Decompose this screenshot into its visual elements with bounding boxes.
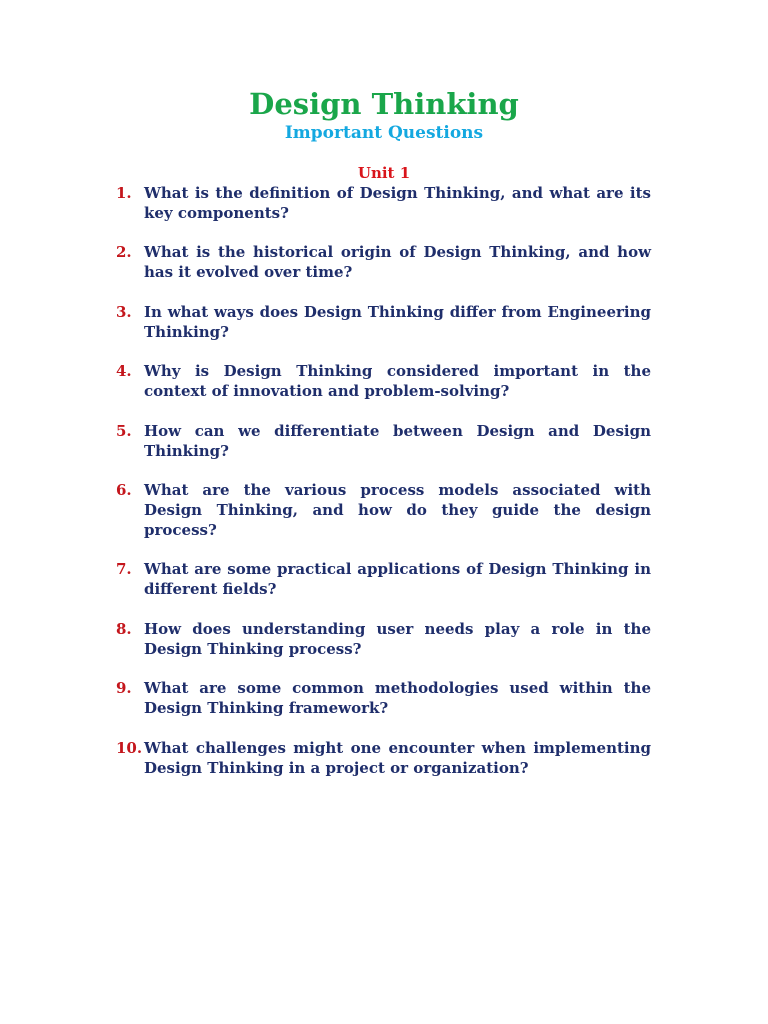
question-text: Why is Design Thinking considered important in the context of innovation and problem-solving? (144, 362, 651, 401)
question-number: 8. (116, 619, 132, 638)
question-number: 2. (116, 243, 132, 262)
question-text: What are the various process models associated with Design Thinking, and how do they guide the design process? (144, 480, 651, 539)
question-text: What challenges might one encounter when implementing Design Thinking in a project or organization? (144, 738, 651, 777)
question-item (116, 421, 651, 461)
question-item (116, 559, 651, 599)
question-item (116, 480, 651, 540)
question-number: 7. (116, 560, 132, 579)
question-item (116, 738, 651, 778)
question-item (116, 183, 651, 223)
unit-heading: Unit 1 (357, 164, 411, 182)
question-item (116, 619, 651, 659)
question-text: How can we differentiate between Design and Design Thinking? (144, 421, 651, 460)
question-text: What is the historical origin of Design Thinking, and how has it evolved over time? (144, 243, 651, 282)
document-subtitle: Important Questions (284, 123, 484, 143)
question-text: What is the definition of Design Thinking, and what are its key components? (144, 184, 651, 222)
question-number: 6. (116, 480, 132, 499)
question-text: What are some practical applications of Design Thinking in different fields? (144, 560, 651, 599)
question-item (116, 678, 651, 718)
question-item (116, 361, 651, 401)
question-number: 4. (116, 362, 132, 381)
document-title: Design Thinking (249, 87, 519, 121)
question-number: 10. (116, 738, 143, 757)
question-number: 5. (116, 421, 132, 440)
question-text: What are some common methodologies used within the Design Thinking framework? (144, 679, 651, 718)
question-text: How does understanding user needs play a role in the Design Thinking process? (144, 619, 651, 658)
question-number: 3. (116, 302, 132, 321)
question-number: 9. (116, 679, 132, 698)
question-item (116, 302, 651, 342)
question-list (116, 183, 651, 797)
question-text: In what ways does Design Thinking differ from Engineering Thinking? (144, 302, 651, 341)
question-number: 1. (116, 184, 132, 202)
question-item (116, 242, 651, 282)
